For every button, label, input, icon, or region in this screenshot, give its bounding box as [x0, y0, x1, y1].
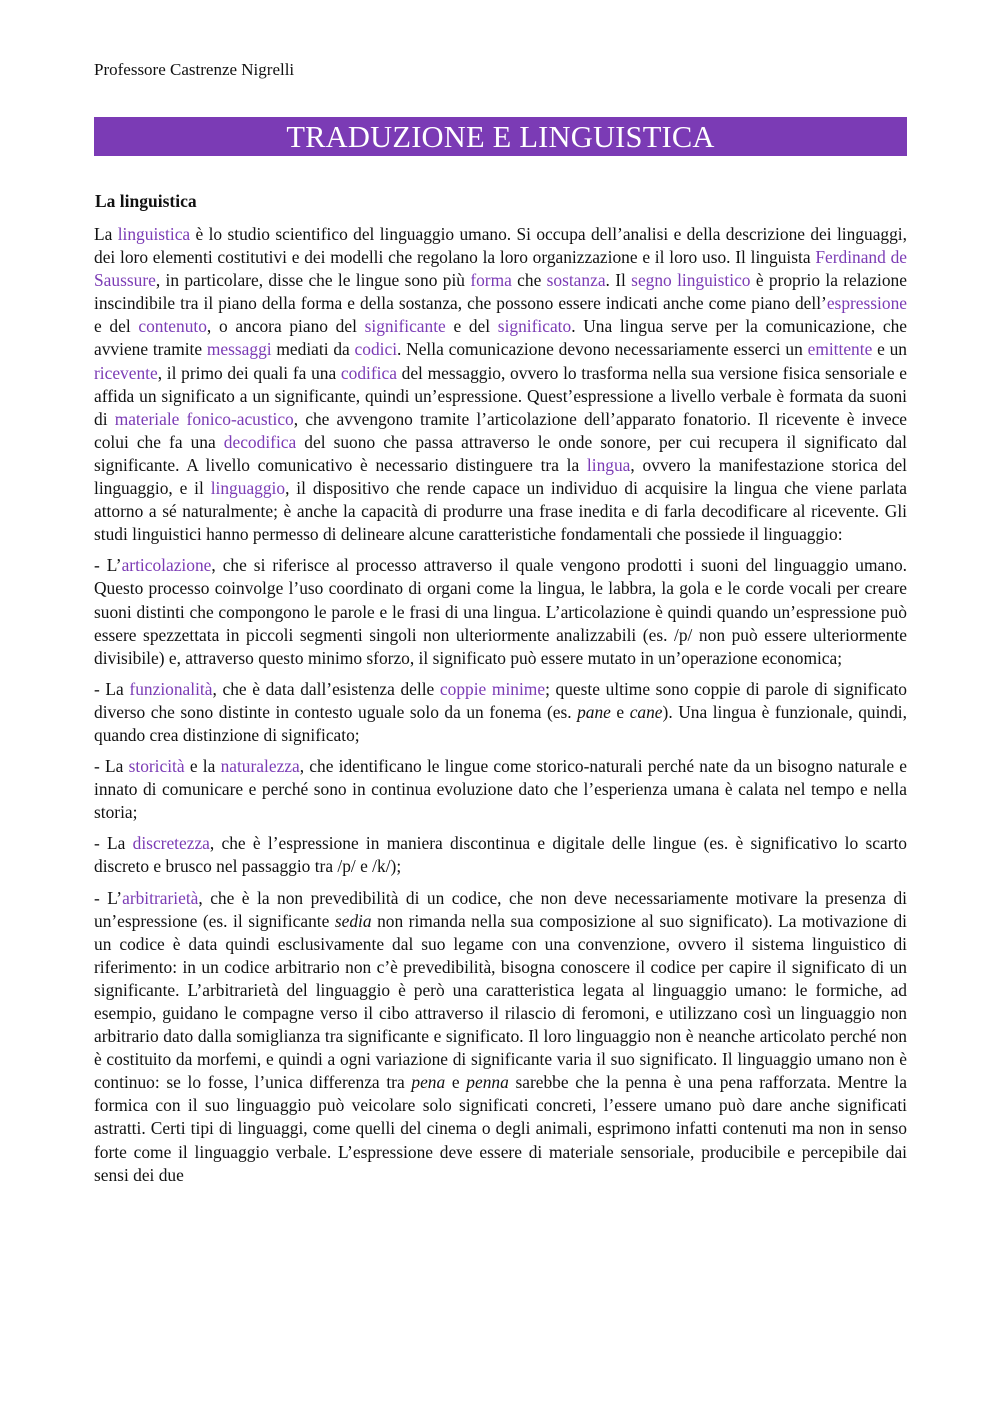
text-run: , che è l’espressione in maniera discontinua e digitale delle lingue (es. è significativo lo scarto discreto e brusco nel passaggio tra /p/ e /k/);: [94, 833, 907, 877]
highlighted-term: articolazione: [121, 555, 212, 576]
text-run: , ovvero la manifestazione storica del linguaggio, e il: [94, 454, 907, 499]
italic-example: cane: [629, 701, 663, 722]
highlighted-term: naturalezza: [220, 756, 300, 777]
text-run: del suono che passa attraverso le onde sonore, per cui recupera il significato dal significante. A livello comunicativo è necessario distinguere tra la: [94, 431, 907, 475]
text-run: La: [94, 224, 118, 244]
text-run: e la: [184, 756, 221, 777]
section-heading: La linguistica: [95, 191, 197, 211]
title-banner: [94, 117, 907, 156]
paragraph-funzionalita: [94, 678, 907, 747]
text-run: - La: [94, 678, 130, 699]
highlighted-term: funzionalità: [129, 678, 213, 699]
text-run: ). Una lingua è funzionale, quindi, quando crea distinzione di significato;: [94, 701, 907, 745]
text-run: - La: [94, 833, 133, 854]
text-run: , che è la non prevedibilità di un codice, che non deve necessariamente motivare la presenza di un’espressione (es. il significante: [94, 887, 907, 931]
paragraph-intro: [94, 223, 907, 546]
highlighted-term: emittente: [807, 339, 873, 360]
italic-example: pane: [577, 701, 611, 722]
text-run: , che si riferisce al processo attraverso il quale vengono prodotti i suoni del linguaggio umano. Questo processo coinvolge l’uso coordinato di organi come la lingua, le labbra, la gola e le corde vocali per creare suoni distinti che compongono le parole e le frasi di una lingua. L’articolazione è quindi quando un’espressione può essere spezzettata in piccoli segmenti singoli non ulteriormente analizzabili (es. /p/ non può essere ulteriormente divisibile) e, attraverso questo minimo sforzo, il significato può essere mutato in un’operazione economica;: [94, 555, 907, 668]
text-run: e del: [445, 316, 498, 337]
highlighted-term: codifica: [340, 362, 397, 383]
highlighted-term: espressione: [826, 293, 907, 314]
text-run: , che identificano le lingue come storico-naturali perché nate da un bisogno naturale e innato di comunicare e perché sono in continua evoluzione dato che l’esperienza umana è calata nel tempo e nella storia;: [94, 756, 907, 823]
highlighted-term: significato: [497, 316, 572, 337]
text-run: , che avvengono tramite l’articolazione dell’apparato fonatorio. Il ricevente è invece colui che fa una: [94, 408, 908, 452]
highlighted-term: materiale fonico-acustico: [114, 408, 294, 429]
highlighted-term: Ferdinand de Saussure: [94, 247, 907, 291]
text-run: ; queste ultime sono coppie di parole di significato diverso che sono distinte in contesto uguale solo da un fonema (es.: [94, 678, 907, 722]
author-header: Professore Castrenze Nigrelli: [94, 60, 295, 79]
highlighted-term: sostanza: [546, 270, 606, 291]
paragraph-articolazione: [94, 554, 907, 669]
text-run: che: [511, 270, 547, 291]
highlighted-term: linguistica: [117, 224, 191, 244]
text-run: . Una lingua serve per la comunicazione, che avviene tramite: [94, 316, 907, 360]
paragraph-storicita: [94, 755, 907, 824]
text-run: e un: [872, 339, 907, 360]
text-run: e: [610, 701, 630, 722]
text-run: - L’: [94, 555, 122, 576]
highlighted-term: storicità: [128, 756, 185, 777]
highlighted-term: arbitrarietà: [122, 887, 199, 908]
document-page: [94, 58, 907, 1187]
text-run: - L’: [94, 887, 123, 908]
text-run: . Il: [605, 270, 632, 291]
italic-example: pena: [411, 1072, 446, 1093]
paragraph-arbitrarieta: [94, 887, 907, 1187]
text-run: è lo studio scientifico del linguaggio umano. Si occupa dell’analisi e della descrizione dei linguaggi, dei loro elementi costitutivi e dei modelli che regolano la loro organizzazione e il loro uso. Il linguista: [94, 224, 907, 268]
body-text: [94, 223, 907, 1187]
highlighted-term: linguaggio: [210, 478, 286, 499]
text-run: non rimanda nella sua composizione al suo significato). La motivazione di un codice è data quindi esclusivamente dal suo legame con una convenzione, ovvero il sistema linguistico di riferimento: in un codice arbitrario non c’è prevedibilità, bisogna conoscere il codice per capire il significato di un significante. L’arbitrarietà del linguaggio è però una caratteristica legata al linguaggio umano: le formiche, ad esempio, guidano le compagne verso il cibo attraverso il rilascio di feromoni, e utilizzano così un linguaggio non arbitrario dato dalla somiglianza tra significante e significato. Il loro linguaggio non è neanche articolato perché non è costituito da morfemi, e quindi a ogni variazione di significante varia il suo significato. Il linguaggio umano non è continuo: se lo fosse, l’unica differenza tra: [94, 910, 907, 1093]
paragraph-discretezza: [94, 832, 907, 878]
highlighted-term: lingua: [586, 454, 631, 475]
highlighted-term: decodifica: [223, 431, 297, 452]
text-run: e del: [94, 316, 139, 337]
text-run: . Nella comunicazione devono necessariamente esserci un: [397, 339, 808, 360]
text-run: - La: [94, 756, 129, 777]
text-run: del messaggio, ovvero lo trasforma nella sua versione fisica sensoriale e affida un significato a un significante, quindi un’espressione. Quest’espressione a livello verbale è formata da suoni di: [94, 362, 907, 429]
text-run: , il dispositivo che rende capace un individuo di acquisire la lingua che viene parlata attorno a sé naturalmente; è anche la capacità di produrre una frase inedita e di farla decodificare al ricevente. Gli studi linguistici hanno permesso di delineare alcune caratteristiche fondamentali che possiede il linguaggio:: [94, 478, 907, 545]
highlighted-term: segno linguistico: [631, 270, 751, 291]
highlighted-term: ricevente: [94, 362, 158, 383]
highlighted-term: significante: [364, 316, 446, 337]
highlighted-term: codici: [354, 339, 398, 360]
text-run: , o ancora piano del: [206, 316, 365, 337]
highlighted-term: contenuto: [138, 316, 207, 337]
text-run: , il primo dei quali fa una: [157, 362, 341, 383]
text-run: , che è data dall’esistenza delle: [212, 678, 440, 699]
text-run: mediati da: [271, 339, 355, 360]
italic-example: penna: [466, 1072, 509, 1093]
highlighted-term: messaggi: [206, 339, 272, 360]
text-run: è proprio la relazione inscindibile tra il piano della forma e della sostanza, che possono essere indicati anche come piano dell’: [94, 270, 907, 314]
text-run: sarebbe che la penna è una pena rafforzata. Mentre la formica con il suo linguaggio può veicolare solo significati concreti, l’essere umano può dare anche significati astratti. Certi tipi di linguaggi, come quelli del cinema o degli animali, esprimono infatti contenuti ma non in senso forte come il linguaggio verbale. L’espressione deve essere di materiale sensoriale, producibile e percepibile dai sensi dei due: [94, 1072, 907, 1185]
highlighted-term: forma: [470, 270, 512, 291]
highlighted-term: coppie minime: [439, 678, 546, 699]
italic-example: sedia: [334, 910, 372, 931]
document-title: TRADUZIONE E LINGUISTICA: [286, 120, 715, 154]
text-run: , in particolare, disse che le lingue sono più: [155, 270, 471, 291]
text-run: e: [445, 1072, 467, 1093]
highlighted-term: discretezza: [132, 833, 210, 854]
